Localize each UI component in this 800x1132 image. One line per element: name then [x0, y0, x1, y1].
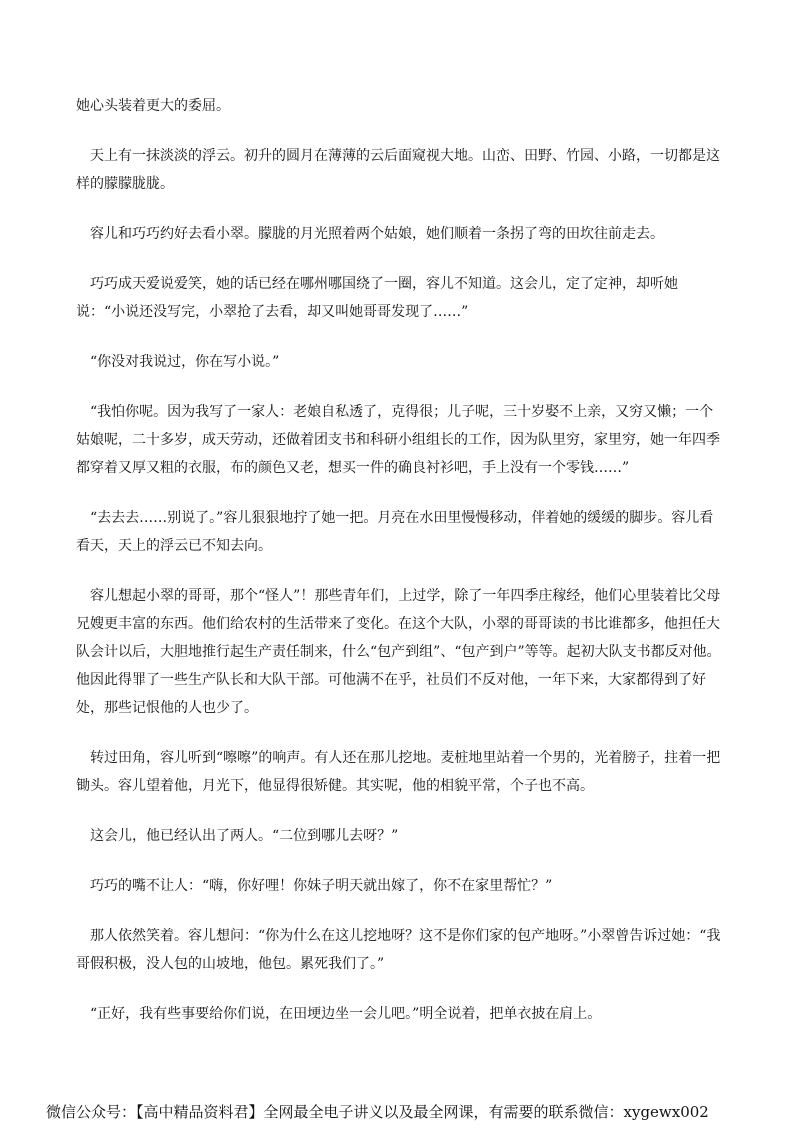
- paragraph-5: “你没对我说过，你在写小说。”: [90, 354, 280, 370]
- paragraph-12: 那人依然笑着。容儿想问：“你为什么在这儿挖地呀？这不是你们家的包产地呀。”小翠曾告诉过她：“我哥假积极，没人包的山坡地，他包。累死我们了。”: [76, 928, 721, 972]
- paragraph-13: “正好，我有些事要给你们说，在田埂边坐一会儿吧。”明全说着，把单衣披在肩上。: [90, 1006, 602, 1022]
- paragraph-11: 巧巧的嘴不让人：“嗨，你好哩！你妹子明天就出嫁了，你不在家里帮忙？”: [90, 878, 553, 894]
- paragraph-2: 天上有一抹淡淡的浮云。初升的圆月在薄薄的云后面窥视大地。山峦、田野、竹园、小路，一切都是这样的朦朦胧胧。: [76, 148, 720, 192]
- paragraph-8: 容儿想起小翠的哥哥，那个“怪人”！那些青年们，上过学，除了一年四季庄稼经，他们心里装着比父母兄嫂更丰富的东西。他们给农村的生活带来了变化。在这个大队，小翠的哥哥读的书比谁都多，他担任大队会计以后，大胆地推行起生产责任制来，什么“包产到组”、“包产到户”等等。起初大队支书都反对他。他因此得罪了一些生产队长和大队干部。可他满不在乎，社员们不反对他，一年下来，大家都得到了好处，那些记恨他的人也少了。: [76, 588, 721, 716]
- paragraph-4: 巧巧成天爱说爱笑，她的话已经在哪州哪国绕了一圈，容儿不知道。这会儿，定了定神，却听她说：“小说还没写完，小翠抢了去看，却又叫她哥哥发现了……”: [76, 276, 678, 320]
- document-body: [76, 92, 726, 1050]
- paragraph-7: “去去去……别说了。”容儿狠狠地拧了她一把。月亮在水田里慢慢移动，伴着她的缓缓的脚步。容儿看看天，天上的浮云已不知去向。: [76, 510, 714, 554]
- paragraph-1: 她心头装着更大的委屈。: [76, 98, 230, 114]
- paragraph-9: 转过田角，容儿听到“嚓嚓”的响声。有人还在那儿挖地。麦桩地里站着一个男的，光着膀子，拄着一把锄头。容儿望着他，月光下，他显得很矫健。其实呢，他的相貌平常，个子也不高。: [76, 750, 721, 794]
- paragraph-10: 这会儿，他已经认出了两人。“二位到哪儿去呀？”: [90, 828, 399, 844]
- footer-promo-text: 微信公众号：【高中精品资料君】全网最全电子讲义以及最全网课，有需要的联系微信：xygewx002: [46, 1103, 709, 1121]
- paragraph-3: 容儿和巧巧约好去看小翠。朦胧的月光照着两个姑娘，她们顺着一条拐了弯的田坎往前走去。: [90, 226, 664, 242]
- paragraph-6: “我怕你呢。因为我写了一家人：老娘自私透了，克得很；儿子呢，三十岁娶不上亲，又穷又懒；一个姑娘呢，二十多岁，成天劳动，还做着团支书和科研小组组长的工作，因为队里穷，家里穷，她一年四季都穿着又厚又粗的衣服，布的颜色又老，想买一件的确良衬衫吧，手上没有一个零钱……”: [76, 404, 720, 476]
